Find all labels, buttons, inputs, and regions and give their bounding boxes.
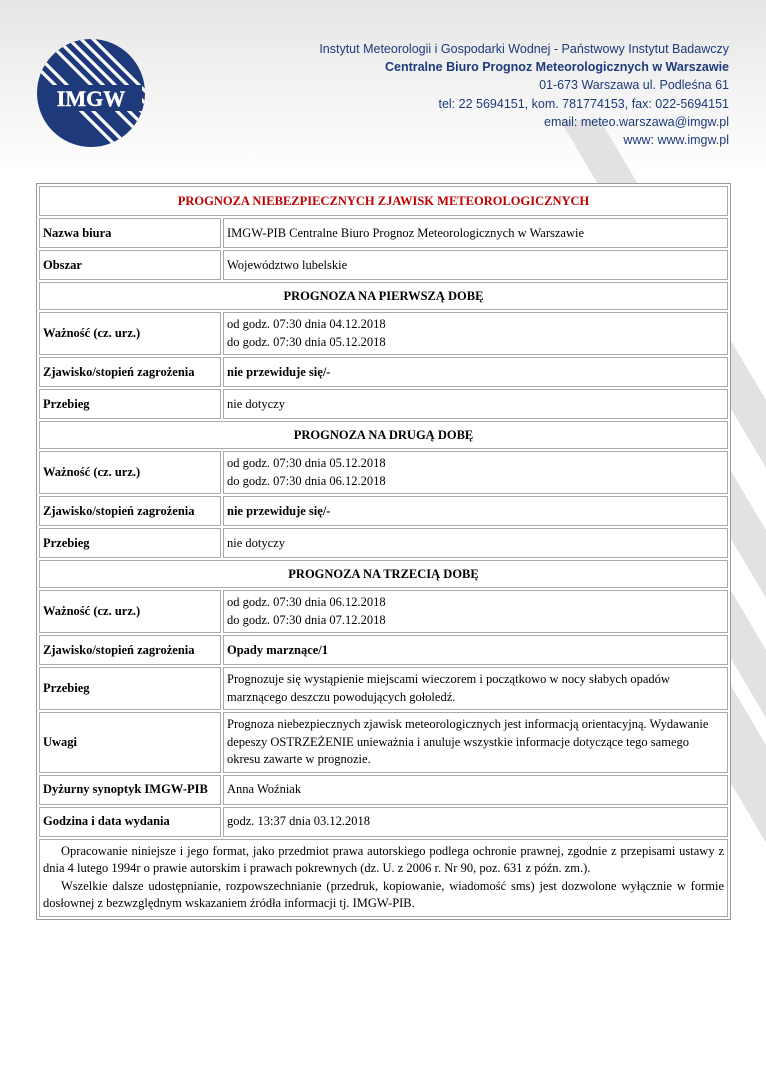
validity-from: od godz. 07:30 dnia 05.12.2018 [227, 456, 386, 470]
office-value: IMGW-PIB Centralne Biuro Prognoz Meteorologicznych w Warszawie [223, 218, 728, 248]
remarks-value: Prognoza niebezpiecznych zjawisk meteorologicznych jest informacją orientacyjną. Wydawanie depeszy OSTRZEŻENIE unieważnia i anuluje wszystkie informacje dotyczące tego samego okresu zawarte w prognozie. [223, 712, 728, 773]
phenomenon-value: Opady marznące/1 [223, 635, 728, 665]
forecast-table [36, 183, 731, 920]
validity-to: do godz. 07:30 dnia 07.12.2018 [227, 612, 386, 627]
area-label: Obszar [39, 250, 221, 280]
section-day-3: PROGNOZA NA TRZECIĄ DOBĘ [39, 560, 728, 588]
header-info [319, 40, 729, 149]
validity-label: Ważność (cz. urz.) [39, 590, 221, 633]
email: email: meteo.warszawa@imgw.pl [544, 114, 729, 129]
bureau-name: Centralne Biuro Prognoz Meteorologicznych w Warszawie [384, 60, 729, 75]
phenomenon-label: Zjawisko/stopień zagrożenia [39, 357, 221, 387]
institute-name: Instytut Meteorologii i Gospodarki Wodnej - Państwowy Instytut Badawczy [319, 42, 729, 56]
section-day-2: PROGNOZA NA DRUGĄ DOBĘ [39, 421, 728, 449]
section-day-1: PROGNOZA NA PIERWSZĄ DOBĘ [39, 282, 728, 310]
course-label: Przebieg [39, 667, 221, 710]
phenomenon-label: Zjawisko/stopień zagrożenia [39, 496, 221, 526]
logo-text: IMGW [56, 86, 126, 111]
phenomenon-label: Zjawisko/stopień zagrożenia [39, 635, 221, 665]
validity-from: od godz. 07:30 dnia 04.12.2018 [227, 317, 386, 331]
validity-value [223, 590, 728, 633]
copyright-paragraph: Opracowanie niniejsze i jego format, jako przedmiot prawa autorskiego podlega ochronie prawnej, zgodnie z przepisami ustawy z dnia 4 lutego 1994r o prawie autorskim i prawach pokrewnych (dz. U. z 2006 r. Nr 90, poz. 631 z późn. zm.). [43, 843, 724, 875]
phenomenon-value: nie przewiduje się/- [223, 357, 728, 387]
forecaster-label: Dyżurny synoptyk IMGW-PIB [39, 775, 221, 805]
area-value: Województwo lubelskie [223, 250, 728, 280]
course-label: Przebieg [39, 528, 221, 558]
course-value: nie dotyczy [223, 528, 728, 558]
issued-value: godz. 13:37 dnia 03.12.2018 [223, 807, 728, 837]
validity-to: do godz. 07:30 dnia 06.12.2018 [227, 473, 386, 488]
course-value: nie dotyczy [223, 389, 728, 419]
imgw-logo [36, 38, 146, 148]
course-value: Prognozuje się wystąpienie miejscami wieczorem i początkowo w nocy słabych opadów marznącego deszczu powodujących gołoledź. [223, 667, 728, 710]
validity-from: od godz. 07:30 dnia 06.12.2018 [227, 595, 386, 609]
course-label: Przebieg [39, 389, 221, 419]
website: www: www.imgw.pl [623, 133, 729, 148]
validity-label: Ważność (cz. urz.) [39, 451, 221, 494]
validity-value [223, 451, 728, 494]
forecaster-value: Anna Woźniak [223, 775, 728, 805]
phone: tel: 22 5694151, kom. 781774153, fax: 022-5694151 [438, 96, 729, 111]
remarks-label: Uwagi [39, 712, 221, 773]
document-title: PROGNOZA NIEBEZPIECZNYCH ZJAWISK METEOROLOGICZNYCH [39, 186, 728, 216]
issued-label: Godzina i data wydania [39, 807, 221, 837]
validity-label: Ważność (cz. urz.) [39, 312, 221, 355]
address: 01-673 Warszawa ul. Podleśna 61 [539, 78, 729, 93]
validity-to: do godz. 07:30 dnia 05.12.2018 [227, 334, 386, 349]
office-label: Nazwa biura [39, 218, 221, 248]
distribution-paragraph: Wszelkie dalsze udostępnianie, rozpowszechnianie (przedruk, kopiowanie, wiadomość sms) jest dozwolone wyłącznie w formie dosłownej z bezwzględnym wskazaniem źródła informacji tj. IMGW-PIB. [43, 878, 724, 910]
copyright-notice [39, 839, 728, 917]
phenomenon-value: nie przewiduje się/- [223, 496, 728, 526]
validity-value [223, 312, 728, 355]
